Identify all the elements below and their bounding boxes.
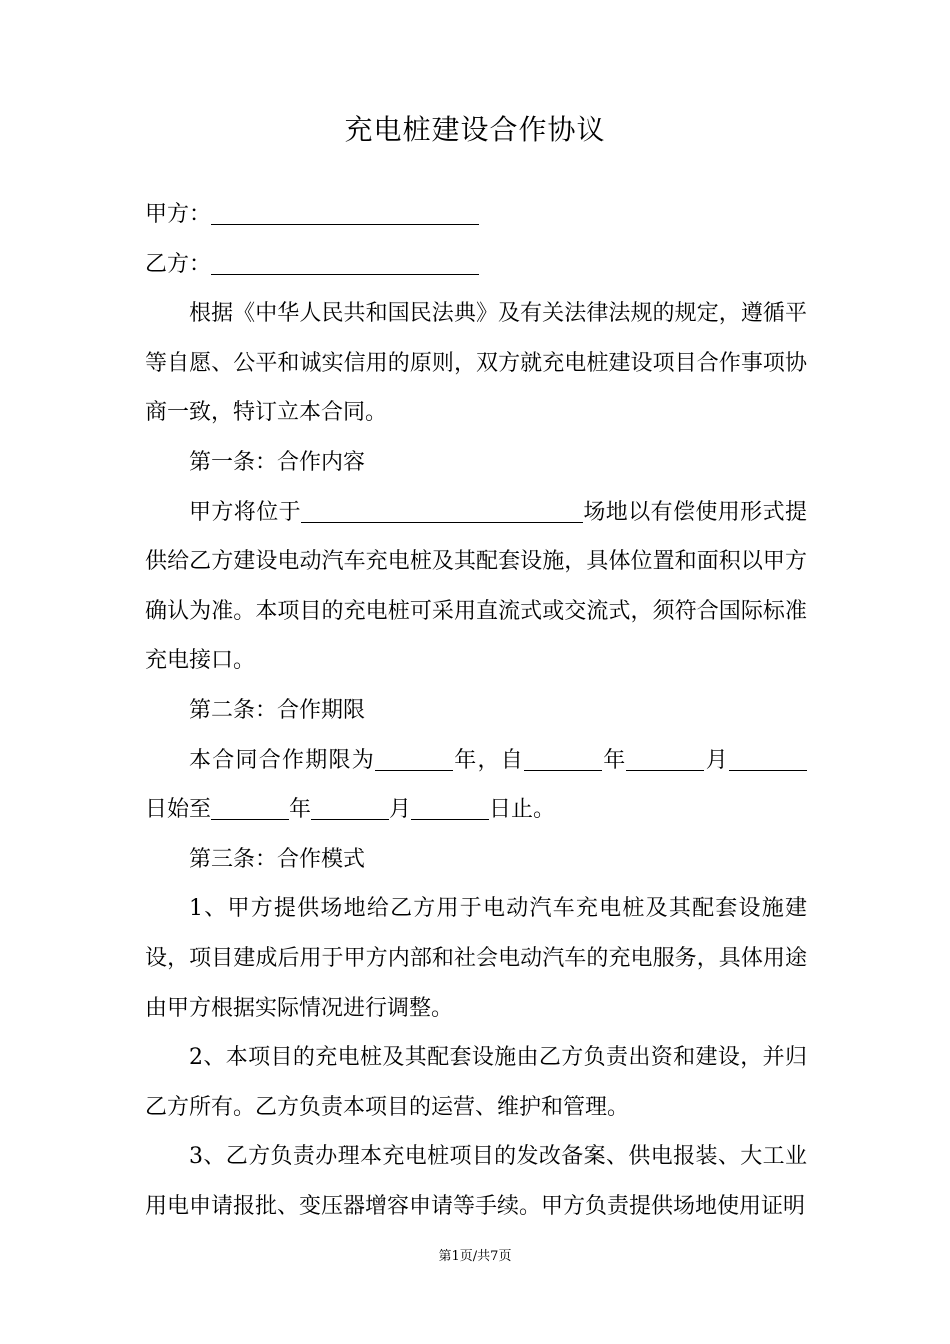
term-text-5: 日始至 [145,797,212,823]
term-text-7: 月 [389,797,412,823]
term-text-4: 月 [704,747,729,773]
term-text-2: 年，自 [452,747,524,773]
party-b-label: 乙方： [145,251,212,277]
page-number: 第1页/共7页 [438,1249,512,1264]
term-text-3: 年 [601,747,627,773]
article1-heading: 第一条：合作内容 [189,449,366,475]
document-body [145,190,807,1231]
article3-heading: 第三条：合作模式 [189,846,366,872]
article2-paragraph [145,736,807,835]
article2-heading: 第二条：合作期限 [189,697,366,723]
party-a-line [145,190,807,240]
party-b-line [145,240,807,290]
end-month-blank [311,793,389,820]
party-b-blank [211,248,479,275]
intro-paragraph: 根据《中华人民共和国民法典》及有关法律法规的规定，遵循平等自愿、公平和诚实信用的原则，双方就充电桩建设项目合作事项协商一致，特订立本合同。 [145,301,807,426]
article1-paragraph [145,488,807,686]
start-day-blank [729,744,807,771]
term-years-blank [375,744,453,771]
article1-text-prefix: 甲方将位于 [189,499,301,525]
end-day-blank [411,793,489,820]
article1-text-suffix: 场地以有偿使用形式提供给乙方建设电动汽车充电桩及其配套设施，具体位置和面积以甲方确认为准。本项目的充电桩可采用直流式或交流式，须符合国际标准充电接口。 [145,499,807,674]
party-a-label: 甲方： [145,202,212,227]
start-month-blank [626,744,704,771]
document-title: 充电桩建设合作协议 [344,113,606,146]
article3-item: 1、甲方提供场地给乙方用于电动汽车充电桩及其配套设施建设，项目建成后用于甲方内部和社会电动汽车的充电服务，具体用途由甲方根据实际情况进行调整。 [145,896,807,1021]
term-text-8: 日止。 [489,797,556,823]
end-year-blank [211,793,289,820]
article3-item: 3、乙方负责办理本充电桩项目的发改备案、供电报装、大工业用电申请报批、变压器增容申请等手续。甲方负责提供场地使用证明 [145,1144,807,1219]
start-year-blank [524,744,602,771]
location-blank [301,496,583,523]
term-text-1: 本合同合作期限为 [189,747,375,773]
article3-item: 2、本项目的充电桩及其配套设施由乙方负责出资和建设，并归乙方所有。乙方负责本项目的运营、维护和管理。 [145,1045,807,1120]
party-a-blank [211,198,479,225]
term-text-6: 年 [289,797,312,823]
